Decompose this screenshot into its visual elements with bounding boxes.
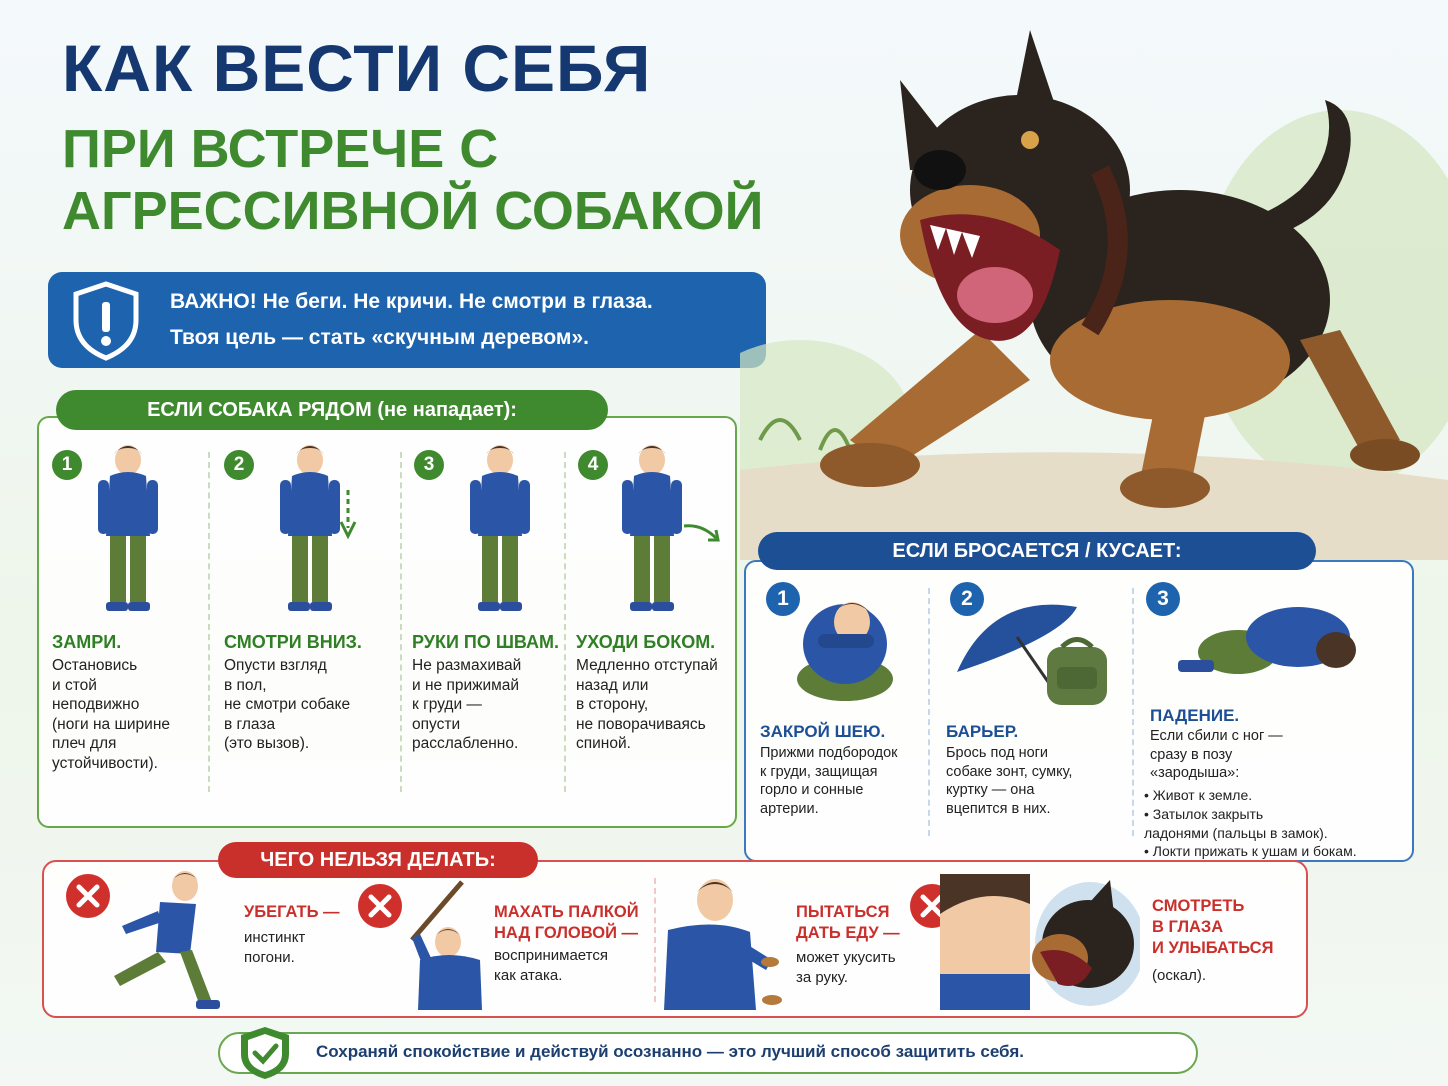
warning-banner [48, 272, 766, 368]
boy-running-figure [100, 866, 230, 1016]
footer-text: Сохраняй спокойствие и действуй осознанно — это лучший способ защитить себя. [316, 1042, 1024, 1061]
divider [1132, 588, 1134, 836]
dont-item-text: инстинкт погони. [244, 929, 306, 966]
dont-item-title: ПЫТАТЬСЯ ДАТЬ ЕДУ — [796, 903, 900, 942]
step-text: Опусти взгляд в пол, не смотри собаке в глаза (это вызов). [224, 657, 351, 752]
bullet-item: • Затылок закрыть ладонями (пальцы в замок). [1144, 806, 1328, 841]
shield-check-icon [236, 1024, 294, 1082]
bullet-item: • Живот к земле. [1144, 787, 1253, 803]
near-section-heading: ЕСЛИ СОБАКА РЯДОМ (не нападает): [56, 390, 608, 430]
dont-item-title: МАХАТЬ ПАЛКОЙ НАД ГОЛОВОЙ — [494, 903, 639, 942]
divider [654, 878, 656, 1002]
step-number: 1 [766, 582, 800, 616]
step-text: Не размахивай и не прижимай к груди — опусти расслабленно. [412, 657, 522, 752]
warning-text1: Не беги. Не кричи. Не смотри в глаза. [256, 290, 653, 313]
attack-step-text: Брось под ноги собаке зонт, сумку, куртку — она вцепится в них. [946, 745, 1073, 817]
boy-waving-stick-figure [400, 880, 490, 1010]
attack-step-title: ПАДЕНИЕ. [1150, 706, 1240, 725]
step-text: Остановись и стой неподвижно (ноги на ширине плеч для устойчивости). [52, 657, 170, 772]
divider [208, 452, 210, 792]
step-title: СМОТРИ ВНИЗ. [224, 632, 362, 652]
page-subtitle-line2: АГРЕССИВНОЙ СОБАКОЙ [62, 181, 764, 241]
warning-line1 [170, 290, 653, 314]
attack-section-heading: ЕСЛИ БРОСАЕТСЯ / КУСАЕТ: [758, 532, 1316, 570]
x-icon [358, 884, 402, 928]
step-title: УХОДИ БОКОМ. [576, 632, 716, 652]
attack-step-title: БАРЬЕР. [946, 722, 1019, 741]
divider [400, 452, 402, 792]
boy-walking-sideways-figure [612, 440, 692, 620]
dont-item-title: УБЕГАТЬ — [244, 903, 340, 921]
page-title: КАК ВЕСТИ СЕБЯ [62, 31, 652, 105]
arrow-right-icon [682, 520, 724, 546]
boy-and-dog-face-figure [940, 874, 1140, 1010]
dont-item-text: может укусить за руку. [796, 949, 896, 986]
page-subtitle-line1: ПРИ ВСТРЕЧЕ С [62, 119, 499, 179]
boy-arms-down-figure [460, 440, 540, 620]
dont-item-text: (оскал). [1152, 967, 1206, 984]
step-title: ЗАМРИ. [52, 632, 122, 652]
bullet-text: Затылок закрыть ладонями (пальцы в замок). [1144, 806, 1328, 841]
step-number: 3 [414, 450, 444, 480]
umbrella-and-backpack-icon [952, 592, 1117, 712]
bullet-text: Живот к земле. [1152, 787, 1253, 803]
bullet-text: Локти прижать к ушам и бокам. [1152, 843, 1357, 859]
dont-item-title: СМОТРЕТЬ В ГЛАЗА И УЛЫБАТЬСЯ [1152, 897, 1274, 957]
warning-bold: ВАЖНО! [170, 290, 257, 313]
step-number: 2 [224, 450, 254, 480]
warning-line2: Твоя цель — стать «скучным деревом». [170, 326, 589, 349]
step-number: 2 [950, 582, 984, 616]
aggressive-dog-illustration [740, 0, 1448, 560]
attack-step-title: ЗАКРОЙ ШЕЮ. [760, 722, 886, 741]
bullet-item: • Локти прижать к ушам и бокам. [1144, 843, 1357, 859]
arrow-down-icon [338, 490, 358, 540]
boy-offering-food-figure [660, 870, 790, 1010]
dont-section-heading: ЧЕГО НЕЛЬЗЯ ДЕЛАТЬ: [218, 842, 538, 878]
step-number: 4 [578, 450, 608, 480]
attack-step-text: Прижми подбородок к груди, защищая горло и сонные артерии. [760, 745, 898, 817]
step-text: Медленно отступай назад или в сторону, не поворачиваясь спиной. [576, 657, 718, 752]
boy-covering-neck-figure [790, 584, 900, 704]
attack-step-text: Если сбили с ног — сразу в позу «зародыша»: [1150, 728, 1283, 781]
boy-fetal-position-figure [1168, 592, 1368, 692]
boy-standing-figure [88, 440, 168, 620]
dont-item-text: воспринимается как атака. [494, 947, 608, 984]
divider [928, 588, 930, 836]
step-number: 3 [1146, 582, 1180, 616]
divider [564, 452, 566, 792]
step-title: РУКИ ПО ШВАМ. [412, 632, 560, 652]
shield-exclamation-icon [70, 280, 142, 362]
step-number: 1 [52, 450, 82, 480]
